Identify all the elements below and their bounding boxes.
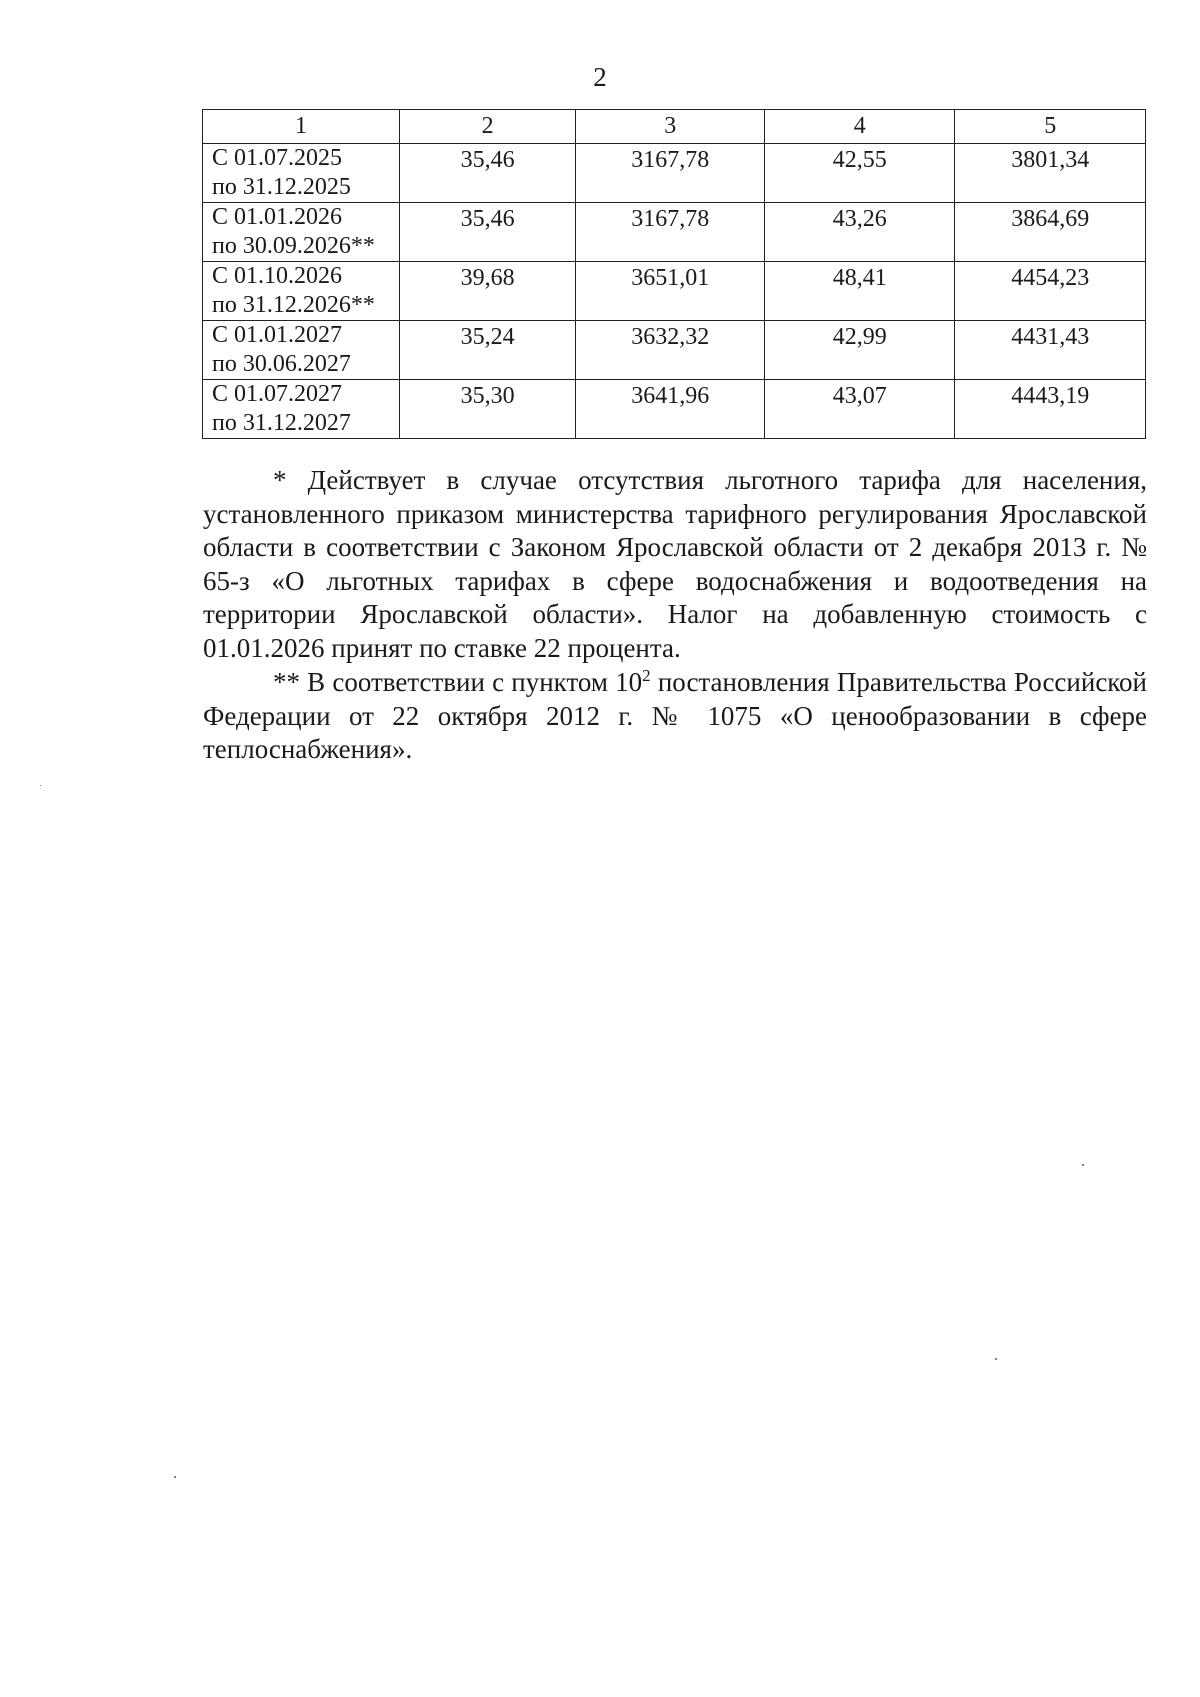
period-cell: [203, 380, 400, 439]
value-cell-col3: 3167,78: [576, 144, 765, 203]
value-cell-col5: 4431,43: [955, 321, 1146, 380]
table-row: [203, 262, 1146, 321]
value-cell-col5: 3864,69: [955, 203, 1146, 262]
column-header-4: 4: [764, 110, 954, 144]
scan-speck: [174, 1476, 176, 1478]
column-header-2: 2: [399, 110, 576, 144]
value-cell-col2: 35,46: [399, 144, 576, 203]
period-cell: [203, 321, 400, 380]
value-cell-col2: 35,46: [399, 203, 576, 262]
period-from: С 01.07.2025: [212, 145, 343, 171]
table-row: [203, 203, 1146, 262]
value-cell-col2: 35,30: [399, 380, 576, 439]
period-to: по 31.12.2026**: [212, 292, 375, 318]
period-cell: [203, 144, 400, 203]
value-cell-col5: 3801,34: [955, 144, 1146, 203]
value-cell-col3: 3632,32: [576, 321, 765, 380]
table-row: [203, 144, 1146, 203]
period-from: С 01.01.2027: [212, 322, 343, 348]
footnote-single-asterisk: * Действует в случае отсутствия льготного тарифа для населения, установленного приказом министерства тарифного регулирования Ярославской области в соответствии с Законом Ярославской области от 2 декабря 2013 г. № 65-з «О льготных тарифах в сфере водоснабжения и водоотведения на территории Ярославской области». Налог на добавленную стоимость с 01.01.2026 принят по ставке 22 процента.: [203, 465, 1147, 663]
footnote-superscript: 2: [642, 666, 651, 685]
value-cell-col3: 3167,78: [576, 203, 765, 262]
period-to: по 30.09.2026**: [212, 233, 375, 259]
value-cell-col4: 48,41: [764, 262, 954, 321]
column-header-1: 1: [203, 110, 400, 144]
period-to: по 31.12.2027: [212, 410, 351, 436]
table-row: [203, 321, 1146, 380]
period-to: по 31.12.2025: [212, 174, 351, 200]
value-cell-col3: 3651,01: [576, 262, 765, 321]
period-from: С 01.10.2026: [212, 263, 343, 289]
period-to: по 30.06.2027: [212, 351, 351, 377]
column-header-5: 5: [955, 110, 1146, 144]
page-number: 2: [593, 62, 607, 92]
scan-speck: [40, 785, 41, 786]
scan-speck: [1082, 1164, 1084, 1166]
table-header-row: [203, 110, 1146, 144]
value-cell-col2: 39,68: [399, 262, 576, 321]
scan-speck: [995, 1358, 997, 1360]
value-cell-col5: 4443,19: [955, 380, 1146, 439]
period-from: С 01.07.2027: [212, 381, 343, 407]
footnotes: [203, 464, 1147, 767]
value-cell-col4: 42,55: [764, 144, 954, 203]
footnote-double-asterisk: [203, 666, 1147, 767]
value-cell-col5: 4454,23: [955, 262, 1146, 321]
footnote-double-asterisk-start: ** В соответствии с пунктом 10: [273, 667, 643, 697]
table-row: [203, 380, 1146, 439]
value-cell-col4: 43,26: [764, 203, 954, 262]
period-from: С 01.01.2026: [212, 204, 343, 230]
value-cell-col3: 3641,96: [576, 380, 765, 439]
column-header-3: 3: [576, 110, 765, 144]
tariff-table: [202, 109, 1146, 439]
period-cell: [203, 262, 400, 321]
value-cell-col4: 42,99: [764, 321, 954, 380]
footnote-double-asterisk-end: постановления Правительства Российской Федерации от 22 октября 2012 г. № 1075 «О ценообразовании в сфере теплоснабжения».: [203, 667, 1147, 764]
period-cell: [203, 203, 400, 262]
value-cell-col2: 35,24: [399, 321, 576, 380]
value-cell-col4: 43,07: [764, 380, 954, 439]
